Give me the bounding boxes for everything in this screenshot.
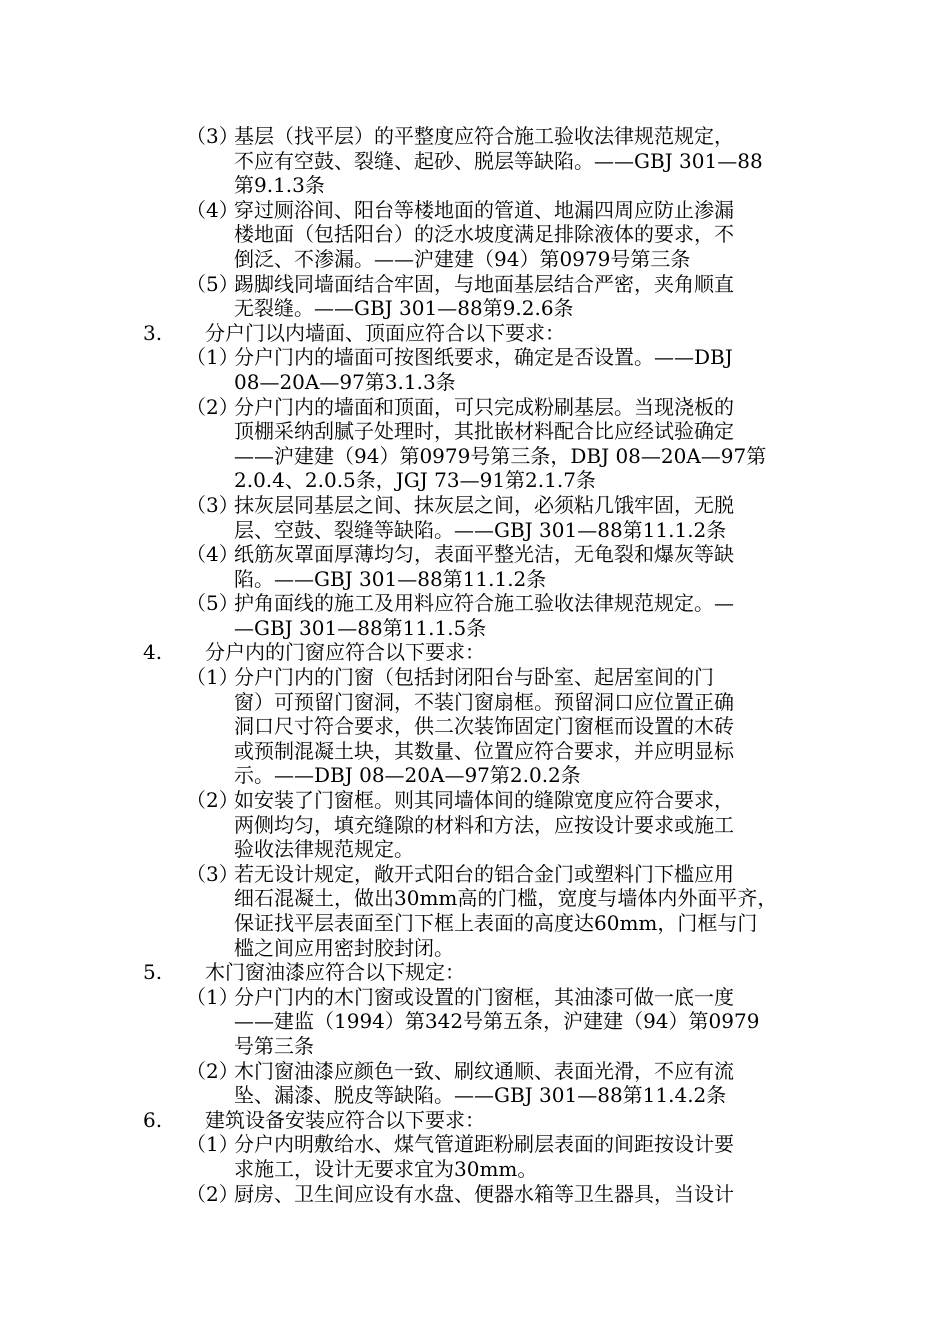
item-number: （2） xyxy=(186,1181,239,1206)
list-item xyxy=(186,198,814,272)
text-line: 层、空鼓、裂缝等缺陷。——GBJ 301—88第11.1.2条 xyxy=(234,517,727,542)
section-number: 5. xyxy=(143,960,163,985)
text-line: 坠、漏漆、脱皮等缺陷。——GBJ 301—88第11.4.2条 xyxy=(234,1083,727,1108)
text-line: 建筑设备安装应符合以下要求： xyxy=(205,1107,485,1132)
item-number: （1） xyxy=(186,1132,239,1157)
section-number: 3. xyxy=(143,320,163,345)
text-line: 验收法律规范规定。 xyxy=(234,837,414,862)
text-line: 2.0.4、2.0.5条，JGJ 73—91第2.1.7条 xyxy=(234,468,596,493)
text-line: 穿过厕浴间、阳台等楼地面的管道、地漏四周应防止渗漏 xyxy=(234,197,734,222)
text-line: 不应有空鼓、裂缝、起砂、脱层等缺陷。——GBJ 301—88 xyxy=(234,148,763,173)
text-line: 08—20A—97第3.1.3条 xyxy=(234,369,456,394)
section-heading xyxy=(143,321,805,346)
item-number: （2） xyxy=(186,788,239,813)
list-item xyxy=(186,591,814,640)
item-number: （2） xyxy=(186,394,239,419)
text-line: ——沪建建（94）第0979号第三条，DBJ 08—20A—97第 xyxy=(234,443,767,468)
item-number: （5） xyxy=(186,591,239,616)
text-line: 第9.1.3条 xyxy=(234,173,325,198)
text-line: 护角面线的施工及用料应符合施工验收法律规范规定。— xyxy=(234,591,734,616)
section-heading xyxy=(143,640,805,665)
item-number: （1） xyxy=(186,665,239,690)
item-number: （3） xyxy=(186,124,239,148)
section-heading xyxy=(143,1108,805,1133)
list-item xyxy=(186,272,814,321)
text-line: 厨房、卫生间应设有水盘、便器水箱等卫生器具，当设计 xyxy=(234,1181,734,1206)
text-line: 楼地面（包括阳台）的泛水坡度满足排除液体的要求，不 xyxy=(234,222,734,247)
item-number: （3） xyxy=(186,492,239,517)
text-line: 分户门以内墙面、顶面应符合以下要求： xyxy=(205,320,565,345)
text-line: 号第三条 xyxy=(234,1033,314,1058)
text-line: ——建监（1994）第342号第五条，沪建建（94）第0979 xyxy=(234,1009,760,1034)
item-number: （3） xyxy=(186,861,239,886)
item-number: （1） xyxy=(186,984,239,1009)
list-item xyxy=(186,665,814,788)
list-item xyxy=(186,985,814,1059)
item-number: （4） xyxy=(186,197,239,222)
text-line: 分户门内的墙面和顶面，可只完成粉刷基层。当现浇板的 xyxy=(234,394,734,419)
list-item xyxy=(186,542,814,591)
text-line: 若无设计规定，敞开式阳台的铝合金门或塑料门下槛应用 xyxy=(234,861,734,886)
item-number: （4） xyxy=(186,542,239,567)
text-line: 洞口尺寸符合要求，供二次装饰固定门窗框而设置的木砖 xyxy=(234,714,734,739)
text-line: 或预制混凝土块，其数量、位置应符合要求，并应明显标 xyxy=(234,738,734,763)
list-item xyxy=(186,1132,814,1181)
section-heading xyxy=(143,960,805,985)
list-item xyxy=(186,124,814,198)
text-line: 两侧均匀，填充缝隙的材料和方法，应按设计要求或施工 xyxy=(234,812,734,837)
text-line: —GBJ 301—88第11.1.5条 xyxy=(234,615,487,640)
item-number: （2） xyxy=(186,1058,239,1083)
text-line: 分户内的门窗应符合以下要求： xyxy=(205,640,485,665)
list-item xyxy=(186,862,814,960)
text-line: 求施工，设计无要求宜为30mm。 xyxy=(234,1156,538,1181)
text-line: 分户内明敷给水、煤气管道距粉刷层表面的间距按设计要 xyxy=(234,1132,734,1157)
text-line: 槛之间应用密封胶封闭。 xyxy=(234,935,454,960)
section-number: 6. xyxy=(143,1107,163,1132)
text-line: 倒泛、不渗漏。——沪建建（94）第0979号第三条 xyxy=(234,246,691,271)
list-item xyxy=(186,788,814,862)
text-line: 分户门内的木门窗或设置的门窗框，其油漆可做一底一度 xyxy=(234,984,734,1009)
text-line: 细石混凝土，做出30mm高的门槛，宽度与墙体内外面平齐， xyxy=(234,886,778,911)
text-line: 陷。——GBJ 301—88第11.1.2条 xyxy=(234,566,547,591)
text-line: 木门窗油漆应符合以下规定： xyxy=(205,960,465,985)
section-number: 4. xyxy=(143,640,163,665)
text-line: 木门窗油漆应颜色一致、刷纹通顺、表面光滑，不应有流 xyxy=(234,1058,734,1083)
list-item xyxy=(186,1182,814,1207)
text-line: 基层（找平层）的平整度应符合施工验收法律规范规定， xyxy=(234,124,734,148)
text-line: 保证找平层表面至门下框上表面的高度达60mm，门框与门 xyxy=(234,911,758,935)
text-line: 顶棚采纳刮腻子处理时，其批嵌材料配合比应经试验确定 xyxy=(234,419,734,444)
list-item xyxy=(186,395,814,493)
item-number: （1） xyxy=(186,345,239,370)
item-number: （5） xyxy=(186,271,239,296)
text-line: 纸筋灰罩面厚薄均匀，表面平整光洁，无龟裂和爆灰等缺 xyxy=(234,542,734,567)
list-item xyxy=(186,1059,814,1108)
text-line: 抹灰层同基层之间、抹灰层之间，必须粘几饿牢固，无脱 xyxy=(234,492,734,517)
text-line: 窗）可预留门窗洞，不装门窗扇框。预留洞口应位置正确 xyxy=(234,689,734,714)
text-line: 分户门内的墙面可按图纸要求，确定是否设置。——DBJ xyxy=(234,345,733,370)
list-item xyxy=(186,493,814,542)
text-line: 分户门内的门窗（包括封闭阳台与卧室、起居室间的门 xyxy=(234,665,714,690)
list-item xyxy=(186,345,814,394)
text-line: 踢脚线同墙面结合牢固，与地面基层结合严密，夹角顺直 xyxy=(234,271,734,296)
text-line: 示。——DBJ 08—20A—97第2.0.2条 xyxy=(234,763,581,788)
text-line: 如安装了门窗框。则其同墙体间的缝隙宽度应符合要求， xyxy=(234,788,734,813)
text-line: 无裂缝。——GBJ 301—88第9.2.6条 xyxy=(234,296,574,321)
